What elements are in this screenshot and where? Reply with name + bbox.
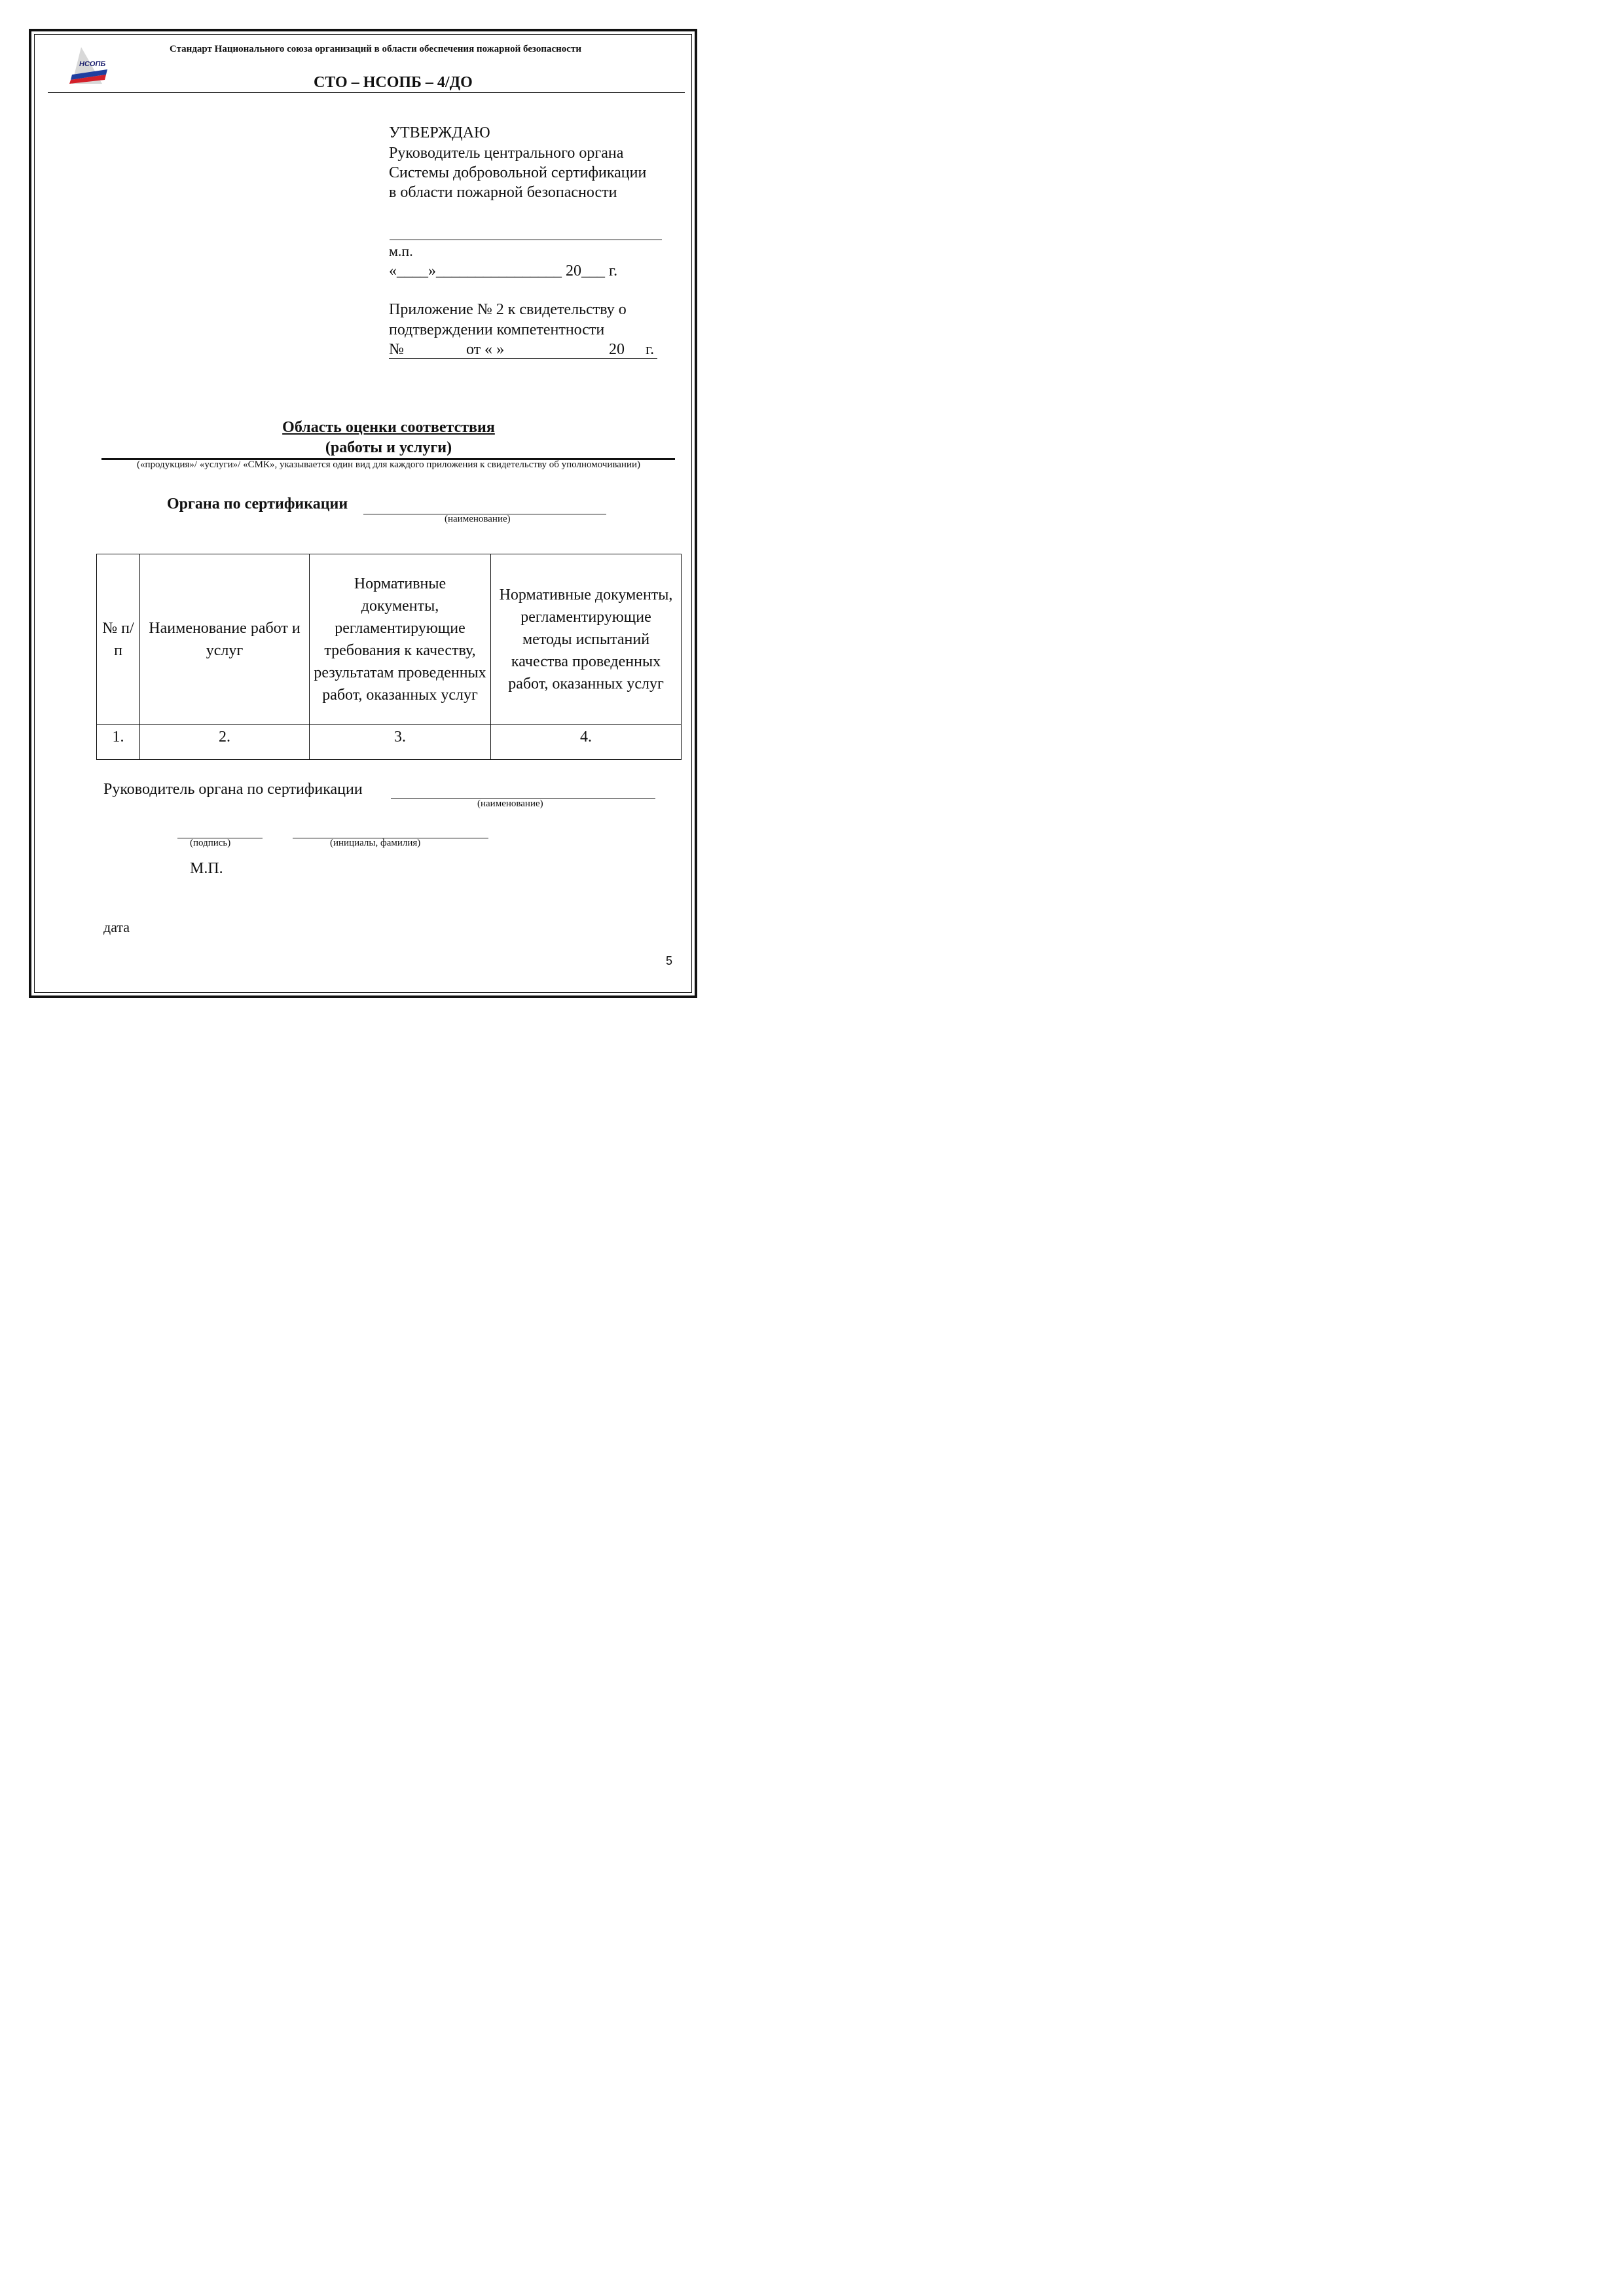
table-header-row [97,554,682,725]
section-subtitle: (работы и услуги) [325,439,452,456]
approve-line-1: Руководитель центрального органа [389,145,624,162]
annex-from-label: от « » [466,341,505,358]
annex-number-label: № [389,341,404,358]
annex-line-1: Приложение № 2 к свидетельству о [389,301,627,318]
certification-body-caption: (наименование) [445,514,511,524]
header-rule [48,92,685,93]
page-number: 5 [666,954,673,967]
annex-underline [389,358,657,359]
document-code: СТО – НСОПБ – 4/ДО [314,74,473,91]
table-cell: 3. [310,725,491,760]
header-cell-quality-docs: Нормативные документы, регламентирующие требования к качеству, результатам проведенных работ, оказанных услуг [310,554,491,725]
date-label: дата [103,919,130,935]
signature-caption: (подпись) [190,838,231,848]
table-cell: 4. [491,725,682,760]
table-row [97,725,682,760]
section-title: Область оценки соответствия [282,419,495,436]
approve-title: УТВЕРЖДАЮ [389,124,490,141]
annex-line-2: подтверждении компетентности [389,321,605,338]
header-cell-number: № п/п [97,554,140,725]
head-of-body-label: Руководитель органа по сертификации [103,781,363,798]
section-note: («продукция»/ «услуги»/ «СМК», указывается один вид для каждого приложения к свидетельству об уполномочивании) [136,459,641,470]
logo-text: НСОПБ [79,60,106,68]
annex-year-suffix: г. [646,341,655,358]
annex-year-label: 20 [609,341,625,358]
standard-org-line: Стандарт Национального союза организаций в области обеспечения пожарной безопасности [170,44,581,54]
table-cell: 1. [97,725,140,760]
approve-stamp-label: м.п. [389,243,413,259]
certification-body-label: Органа по сертификации [167,495,348,512]
stamp-label: М.П. [190,860,223,877]
approve-date-line: «____»________________ 20___ г. [389,262,618,279]
approve-line-2: Системы добровольной сертификации [389,164,647,181]
initials-caption: (инициалы, фамилия) [330,838,421,848]
head-of-body-caption: (наименование) [477,798,543,809]
scope-table [96,554,682,760]
header-cell-test-docs: Нормативные документы, регламентирующие методы испытаний качества проведенных работ, оказанных услуг [491,554,682,725]
table-cell: 2. [140,725,310,760]
header-cell-name: Наименование работ и услуг [140,554,310,725]
approve-line-3: в области пожарной безопасности [389,184,617,201]
